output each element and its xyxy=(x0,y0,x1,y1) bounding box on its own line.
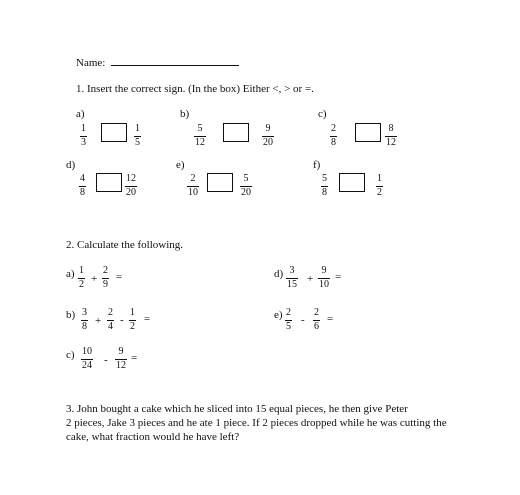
numerator: 3 xyxy=(289,265,295,276)
plus-sign: + xyxy=(307,273,314,285)
numerator: 12 xyxy=(126,173,136,184)
q1-c-left-fraction xyxy=(330,124,337,148)
q2-a-label: a) xyxy=(66,268,75,280)
q1-a-right-fraction xyxy=(134,124,141,148)
q1-d-answer-box[interactable] xyxy=(96,173,122,192)
q2-c-fraction-1 xyxy=(81,347,93,371)
numerator: 5 xyxy=(243,173,249,184)
q2-c-label: c) xyxy=(66,349,75,361)
denominator: 2 xyxy=(130,321,135,332)
minus-sign: - xyxy=(120,314,124,326)
numerator: 9 xyxy=(118,346,124,357)
q1-e-label: e) xyxy=(176,159,185,171)
q1-f-right-fraction xyxy=(376,174,383,198)
q2-e-fraction-1 xyxy=(285,308,292,332)
denominator: 8 xyxy=(331,137,336,148)
minus-sign: - xyxy=(301,314,305,326)
denominator: 5 xyxy=(135,137,140,148)
numerator: 2 xyxy=(286,307,291,318)
denominator: 10 xyxy=(319,279,329,290)
numerator: 2 xyxy=(190,173,196,184)
denominator: 15 xyxy=(287,279,297,290)
denominator: 2 xyxy=(79,279,84,290)
plus-sign: + xyxy=(91,273,98,285)
question-3-line-1: 3. John bought a cake which he sliced into 15 equal pieces, he then give Peter xyxy=(66,403,408,415)
denominator: 20 xyxy=(241,187,251,198)
denominator: 20 xyxy=(263,137,273,148)
equals-sign: = xyxy=(327,313,334,325)
numerator: 5 xyxy=(197,123,203,134)
q1-c-right-fraction xyxy=(385,124,397,148)
denominator: 9 xyxy=(103,279,108,290)
q1-f-label: f) xyxy=(313,159,321,171)
question-2-title: 2. Calculate the following. xyxy=(66,239,183,251)
denominator: 2 xyxy=(377,187,382,198)
q1-c-answer-box[interactable] xyxy=(355,123,381,142)
equals-sign: = xyxy=(116,271,123,283)
plus-sign: + xyxy=(95,315,102,327)
q1-b-answer-box[interactable] xyxy=(223,123,249,142)
numerator: 2 xyxy=(103,265,108,276)
numerator: 8 xyxy=(388,123,394,134)
q1-d-left-fraction xyxy=(79,174,86,198)
q2-e-label: e) xyxy=(274,309,283,321)
q1-a-answer-box[interactable] xyxy=(101,123,127,142)
numerator: 10 xyxy=(82,346,92,357)
q2-b-fraction-3 xyxy=(129,308,136,332)
denominator: 8 xyxy=(322,187,327,198)
denominator: 8 xyxy=(82,321,87,332)
numerator: 5 xyxy=(322,173,327,184)
numerator: 9 xyxy=(321,265,327,276)
equals-sign: = xyxy=(144,313,151,325)
q2-a-fraction-2 xyxy=(102,266,109,290)
numerator: 1 xyxy=(79,265,84,276)
q1-d-right-fraction xyxy=(125,174,137,198)
equals-sign: = xyxy=(131,352,138,364)
question-1-title: 1. Insert the correct sign. (In the box) Either <, > or =. xyxy=(76,83,314,95)
numerator: 2 xyxy=(331,123,336,134)
denominator: 5 xyxy=(286,321,291,332)
denominator: 12 xyxy=(116,360,126,371)
q2-b-fraction-1 xyxy=(81,308,88,332)
denominator: 6 xyxy=(314,321,319,332)
numerator: 2 xyxy=(314,307,319,318)
numerator: 1 xyxy=(130,307,135,318)
denominator: 3 xyxy=(81,137,86,148)
numerator: 1 xyxy=(81,123,86,134)
q1-b-left-fraction xyxy=(194,124,206,148)
q1-b-label: b) xyxy=(180,108,190,120)
q2-d-label: d) xyxy=(274,268,284,280)
q1-c-label: c) xyxy=(318,108,327,120)
name-field[interactable] xyxy=(111,56,239,66)
name-row xyxy=(76,56,239,70)
equals-sign: = xyxy=(335,271,342,283)
numerator: 1 xyxy=(135,123,140,134)
minus-sign: - xyxy=(104,354,108,366)
name-label: Name: xyxy=(76,57,106,69)
q1-f-left-fraction xyxy=(321,174,328,198)
question-3-line-3: cake, what fraction would he have left? xyxy=(66,431,240,443)
denominator: 4 xyxy=(108,321,113,332)
q1-b-right-fraction xyxy=(262,124,274,148)
q1-a-label: a) xyxy=(76,108,85,120)
denominator: 24 xyxy=(82,360,92,371)
q1-d-label: d) xyxy=(66,159,76,171)
numerator: 1 xyxy=(377,173,382,184)
question-3-line-2: 2 pieces, Jake 3 pieces and he ate 1 piece. If 2 pieces dropped while he was cutting the xyxy=(66,417,447,429)
q2-b-fraction-2 xyxy=(107,308,114,332)
denominator: 10 xyxy=(188,187,198,198)
q1-e-right-fraction xyxy=(240,174,252,198)
q1-f-answer-box[interactable] xyxy=(339,173,365,192)
denominator: 8 xyxy=(80,187,85,198)
q2-d-fraction-1 xyxy=(286,266,298,290)
q2-c-fraction-2 xyxy=(115,347,127,371)
q2-b-label: b) xyxy=(66,309,76,321)
q2-d-fraction-2 xyxy=(318,266,330,290)
q2-e-fraction-2 xyxy=(313,308,320,332)
q1-e-left-fraction xyxy=(187,174,199,198)
numerator: 3 xyxy=(82,307,87,318)
denominator: 12 xyxy=(195,137,205,148)
q1-e-answer-box[interactable] xyxy=(207,173,233,192)
numerator: 4 xyxy=(80,173,85,184)
numerator: 2 xyxy=(108,307,113,318)
denominator: 20 xyxy=(126,187,136,198)
numerator: 9 xyxy=(265,123,271,134)
q1-a-left-fraction xyxy=(80,124,87,148)
q2-a-fraction-1 xyxy=(78,266,85,290)
denominator: 12 xyxy=(386,137,396,148)
